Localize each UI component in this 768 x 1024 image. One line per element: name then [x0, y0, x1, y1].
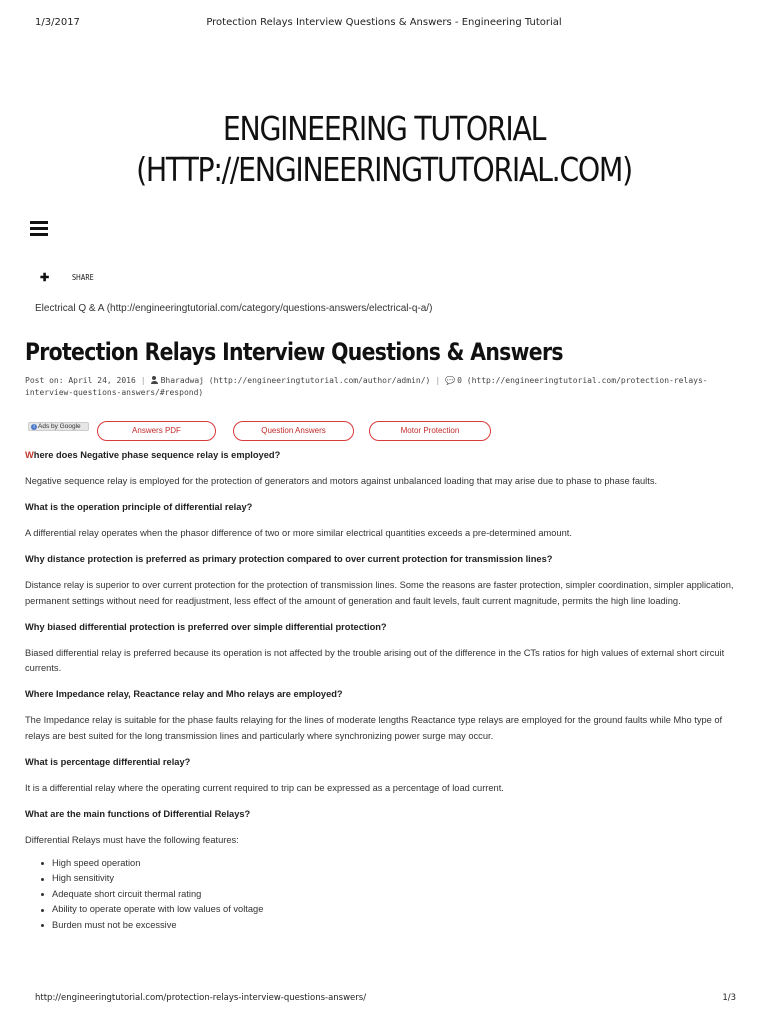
list-item: High sensitivity — [25, 871, 745, 887]
comment-icon: 💬 — [445, 376, 456, 385]
info-icon: i — [31, 424, 37, 430]
plus-icon[interactable]: ✚ — [40, 271, 50, 284]
answer-paragraph: Negative sequence relay is employed for the protection of generators and motors against unbalanced loading that may arise due to phase to phase faults. — [25, 476, 658, 486]
list-item: Burden must not be excessive — [25, 918, 745, 934]
print-url: http://engineeringtutorial.com/protection-relays-interview-questions-answers/ — [35, 993, 367, 1003]
question-heading: What is percentage differential relay? — [25, 756, 191, 767]
print-footer — [35, 993, 736, 1005]
site-title-line1[interactable]: ENGINEERING TUTORIAL — [222, 109, 546, 148]
ad-link-motor-protection[interactable]: Motor Protection — [369, 421, 491, 441]
answer-paragraph: Differential Relays must have the following features: — [25, 834, 239, 845]
site-title[interactable] — [54, 108, 714, 190]
answer-paragraph: A differential relay operates when the phasor difference of two or more similar electrical quantities exceeds a pre-determined amount. — [25, 528, 572, 538]
question-heading: What are the main functions of Differential Relays? — [25, 808, 251, 819]
print-date: 1/3/2017 — [35, 17, 80, 28]
features-list — [25, 856, 745, 934]
share-label[interactable]: SHARE — [72, 272, 94, 282]
share-control[interactable] — [40, 271, 97, 283]
post-meta — [25, 375, 715, 399]
answer-paragraph: Distance relay is superior to over current protection for the protection of transmission lines. Some the reasons are faster protection, simpler coordination, simpler application, permanent settings without need for readjustment, less effect of the amount of generation and fault levels, fault current magnitude, permits the high line loading. — [25, 580, 734, 606]
site-title-line2[interactable]: (HTTP://ENGINEERINGTUTORIAL.COM) — [136, 150, 632, 189]
drop-letter: W — [25, 450, 34, 460]
hamburger-menu-icon[interactable] — [30, 221, 48, 236]
question-heading: Why distance protection is preferred as primary protection compared to over current protection for transmission lines? — [25, 554, 553, 564]
ad-link-question-answers[interactable]: Question Answers — [233, 421, 354, 441]
post-author-link[interactable]: Bharadwaj (http://engineeringtutorial.com/author/admin/) — [160, 376, 431, 385]
post-date: Post on: April 24, 2016 — [25, 376, 136, 385]
print-header — [0, 17, 768, 31]
list-item: Adequate short circuit thermal rating — [25, 887, 745, 903]
question-heading: Where does Negative phase sequence relay is employed? — [25, 450, 281, 460]
ads-by-google-badge[interactable]: i Ads by Google — [28, 422, 89, 431]
meta-separator: | — [435, 376, 441, 385]
answer-paragraph: The Impedance relay is suitable for the phase faults relaying for the lines of moderate lengths Reactance type relays are employed for the ground faults while Mho type of relays are best suited for the long transmission lines and particularly where synchronizing power surge may occur. — [25, 715, 723, 741]
post-comments-link[interactable]: 0 (http://engineeringtutorial.com/protection-relays-interview-questions-answers/#respond) — [25, 376, 708, 397]
question-heading: What is the operation principle of differential relay? — [25, 502, 253, 512]
post-title: Protection Relays Interview Questions & Answers — [25, 338, 563, 366]
user-icon — [151, 376, 158, 384]
ad-link-answers-pdf[interactable]: Answers PDF — [97, 421, 216, 441]
question-heading: Why biased differential protection is preferred over simple differential protection? — [25, 621, 387, 632]
print-document-title: Protection Relays Interview Questions & Answers - Engineering Tutorial — [206, 17, 562, 28]
list-item: High speed operation — [25, 856, 745, 872]
article-content — [25, 448, 745, 933]
page-number: 1/3 — [722, 993, 736, 1003]
answer-paragraph: Biased differential relay is preferred because its operation is not affected by the trouble arising out of the difference in the CTs ratios for high values of external short circuit currents. — [25, 647, 725, 673]
list-item: Ability to operate operate with low values of voltage — [25, 902, 745, 918]
question-heading: Where Impedance relay, Reactance relay and Mho relays are employed? — [25, 689, 343, 699]
meta-separator: | — [140, 376, 146, 385]
breadcrumb[interactable]: Electrical Q & A (http://engineeringtutorial.com/category/questions-answers/electrical-q-a/) — [35, 303, 433, 314]
answer-paragraph: It is a differential relay where the operating current required to trip can be expressed as a percentage of load current. — [25, 782, 504, 793]
